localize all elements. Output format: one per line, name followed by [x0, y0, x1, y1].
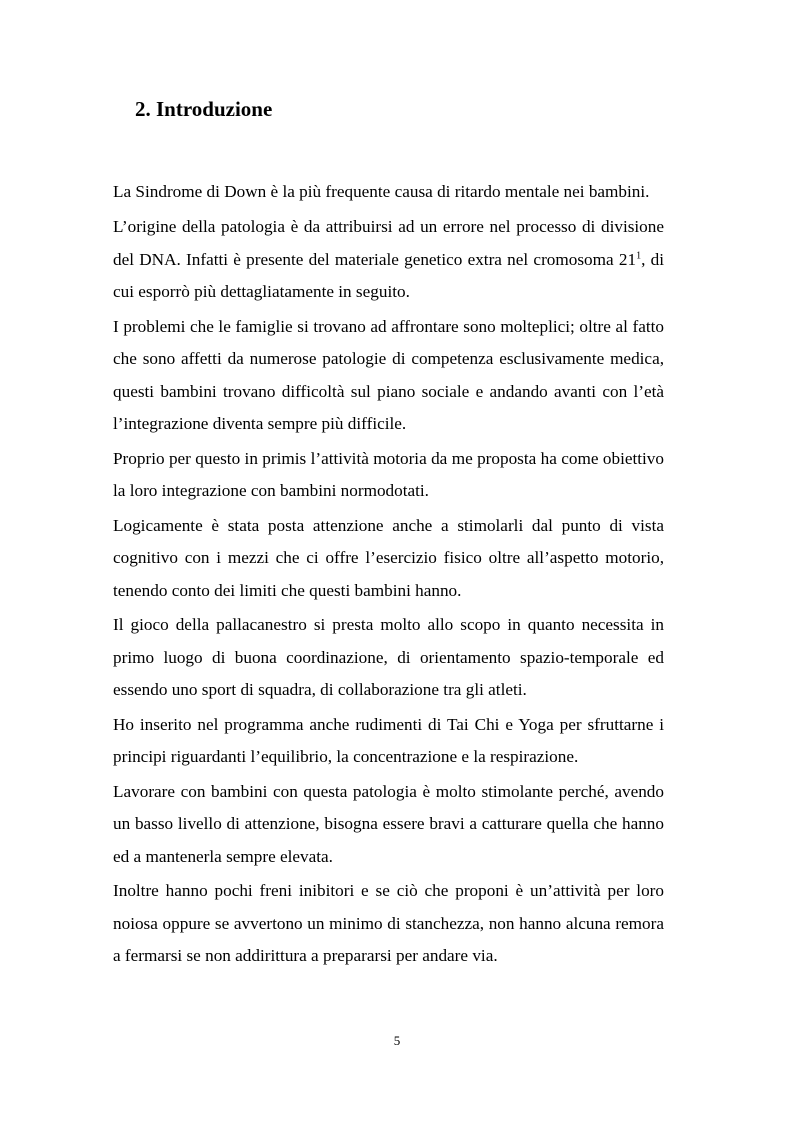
paragraph-2	[113, 211, 664, 309]
paragraph-5: Logicamente è stata posta attenzione anche a stimolarli dal punto di vista cognitivo con i mezzi che ci offre l’esercizio fisico oltre all’aspetto motorio, tenendo conto dei limiti che questi bambini hanno.	[113, 515, 664, 600]
paragraph-2-text-end: , di cui esporrò più dettagliatamente in seguito.	[113, 249, 664, 301]
paragraph-1: La Sindrome di Down è la più frequente causa di ritardo mentale nei bambini.	[113, 182, 650, 201]
paragraph-9: Inoltre hanno pochi freni inibitori e se ciò che proponi è un’attività per loro noiosa oppure se avvertono un minimo di stanchezza, non hanno alcuna remora a fermarsi se non addirittura a prepararsi per andare via.	[113, 881, 664, 965]
paragraph-3: I problemi che le famiglie si trovano ad affrontare sono molteplici; oltre al fatto che sono affetti da numerose patologie di competenza esclusivamente medica, questi bambini trovano difficoltà sul piano sociale e andando avanti con l’età l’integrazione diventa sempre più difficile.	[113, 316, 664, 433]
section-heading: 2. Introduzione	[135, 97, 273, 121]
paragraph-4: Proprio per questo in primis l’attività motoria da me proposta ha come obiettivo la loro integrazione con bambini normodotati.	[113, 448, 664, 500]
paragraph-6: Il gioco della pallacanestro si presta molto allo scopo in quanto necessita in primo luogo di buona coordinazione, di orientamento spazio-temporale ed essendo uno sport di squadra, di collaborazione tra gli atleti.	[113, 615, 664, 699]
body-text	[113, 181, 664, 975]
footnote-ref[interactable]: 1	[636, 249, 642, 261]
paragraph-2-text: L’origine della patologia è da attribuirsi ad un errore nel processo di divisione del DNA. Infatti è presente del materiale genetico extra nel cromosoma 21	[113, 217, 664, 269]
paragraph-8: Lavorare con bambini con questa patologia è molto stimolante perché, avendo un basso livello di attenzione, bisogna essere bravi a catturare quella che hanno ed a mantenerla sempre elevata.	[113, 781, 664, 866]
page-number: 5	[393, 1033, 401, 1048]
paragraph-7: Ho inserito nel programma anche rudimenti di Tai Chi e Yoga per sfruttarne i principi riguardanti l’equilibrio, la concentrazione e la respirazione.	[113, 714, 664, 766]
